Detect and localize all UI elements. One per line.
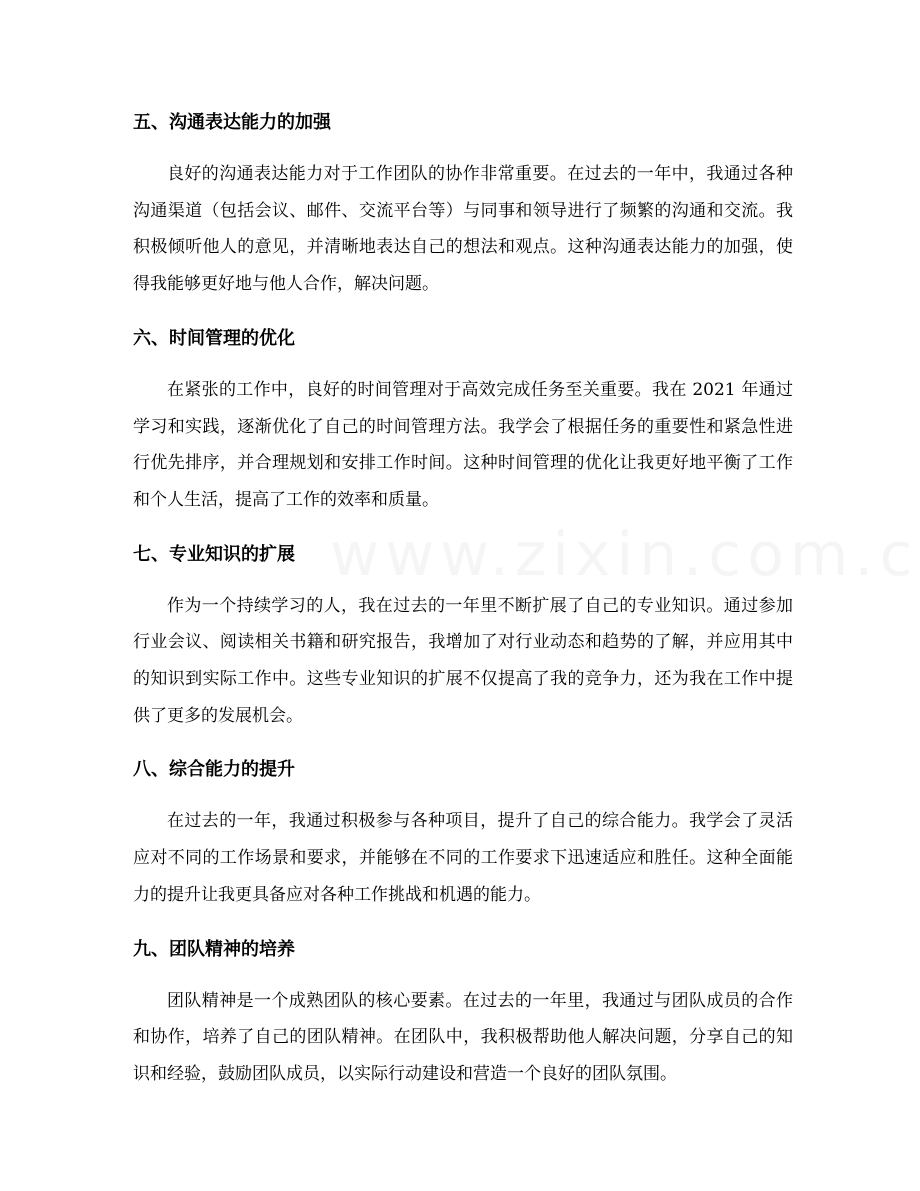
section-title: 八、综合能力的提升 [133, 759, 295, 781]
section-paragraph: 在紧张的工作中，良好的时间管理对于高效完成任务至关重要。我在 2021 年通过学习和实践，逐渐优化了自己的时间管理方法。我学会了根据任务的重要性和紧急性进行优先排序，并合理规划和安排工作时间。这种时间管理的优化让我更好地平衡了工作和个人生活，提高了工作的效率和质量。 [133, 379, 793, 510]
section-paragraph: 良好的沟通表达能力对于工作团队的协作非常重要。在过去的一年中，我通过各种沟通渠道（包括会议、邮件、交流平台等）与同事和领导进行了频繁的沟通和交流。我积极倾听他人的意见，并清晰地表达自己的想法和观点。这种沟通表达能力的加强，使得我能够更好地与他人合作，解决问题。 [133, 164, 793, 295]
section-title: 七、专业知识的扩展 [133, 543, 295, 565]
section-title: 五、沟通表达能力的加强 [133, 112, 331, 133]
section-paragraph: 在过去的一年，我通过积极参与各种项目，提升了自己的综合能力。我学会了灵活应对不同的工作场景和要求，并能够在不同的工作要求下迅速适应和胜任。这种全面能力的提升让我更具备应对各种工作挑战和机遇的能力。 [133, 811, 793, 905]
section-title: 六、时间管理的优化 [133, 327, 295, 349]
section-title: 九、团队精神的培养 [133, 938, 295, 960]
section-team-spirit [133, 930, 793, 1093]
section-time-management [133, 319, 793, 519]
section-professional-knowledge [133, 535, 793, 735]
section-paragraph: 团队精神是一个成熟团队的核心要素。在过去的一年里，我通过与团队成员的合作和协作，培养了自己的团队精神。在团队中，我积极帮助他人解决问题，分享自己的知识和经验，鼓励团队成员，以实际行动建设和营造一个良好的团队氛围。 [133, 990, 793, 1084]
document-content [133, 103, 793, 1093]
section-communication [133, 103, 793, 303]
section-comprehensive-ability [133, 750, 793, 913]
section-paragraph: 作为一个持续学习的人，我在过去的一年里不断扩展了自己的专业知识。通过参加行业会议、阅读相关书籍和研究报告，我增加了对行业动态和趋势的了解，并应用其中的知识到实际工作中。这些专业知识的扩展不仅提高了我的竞争力，还为我在工作中提供了更多的发展机会。 [133, 595, 793, 726]
